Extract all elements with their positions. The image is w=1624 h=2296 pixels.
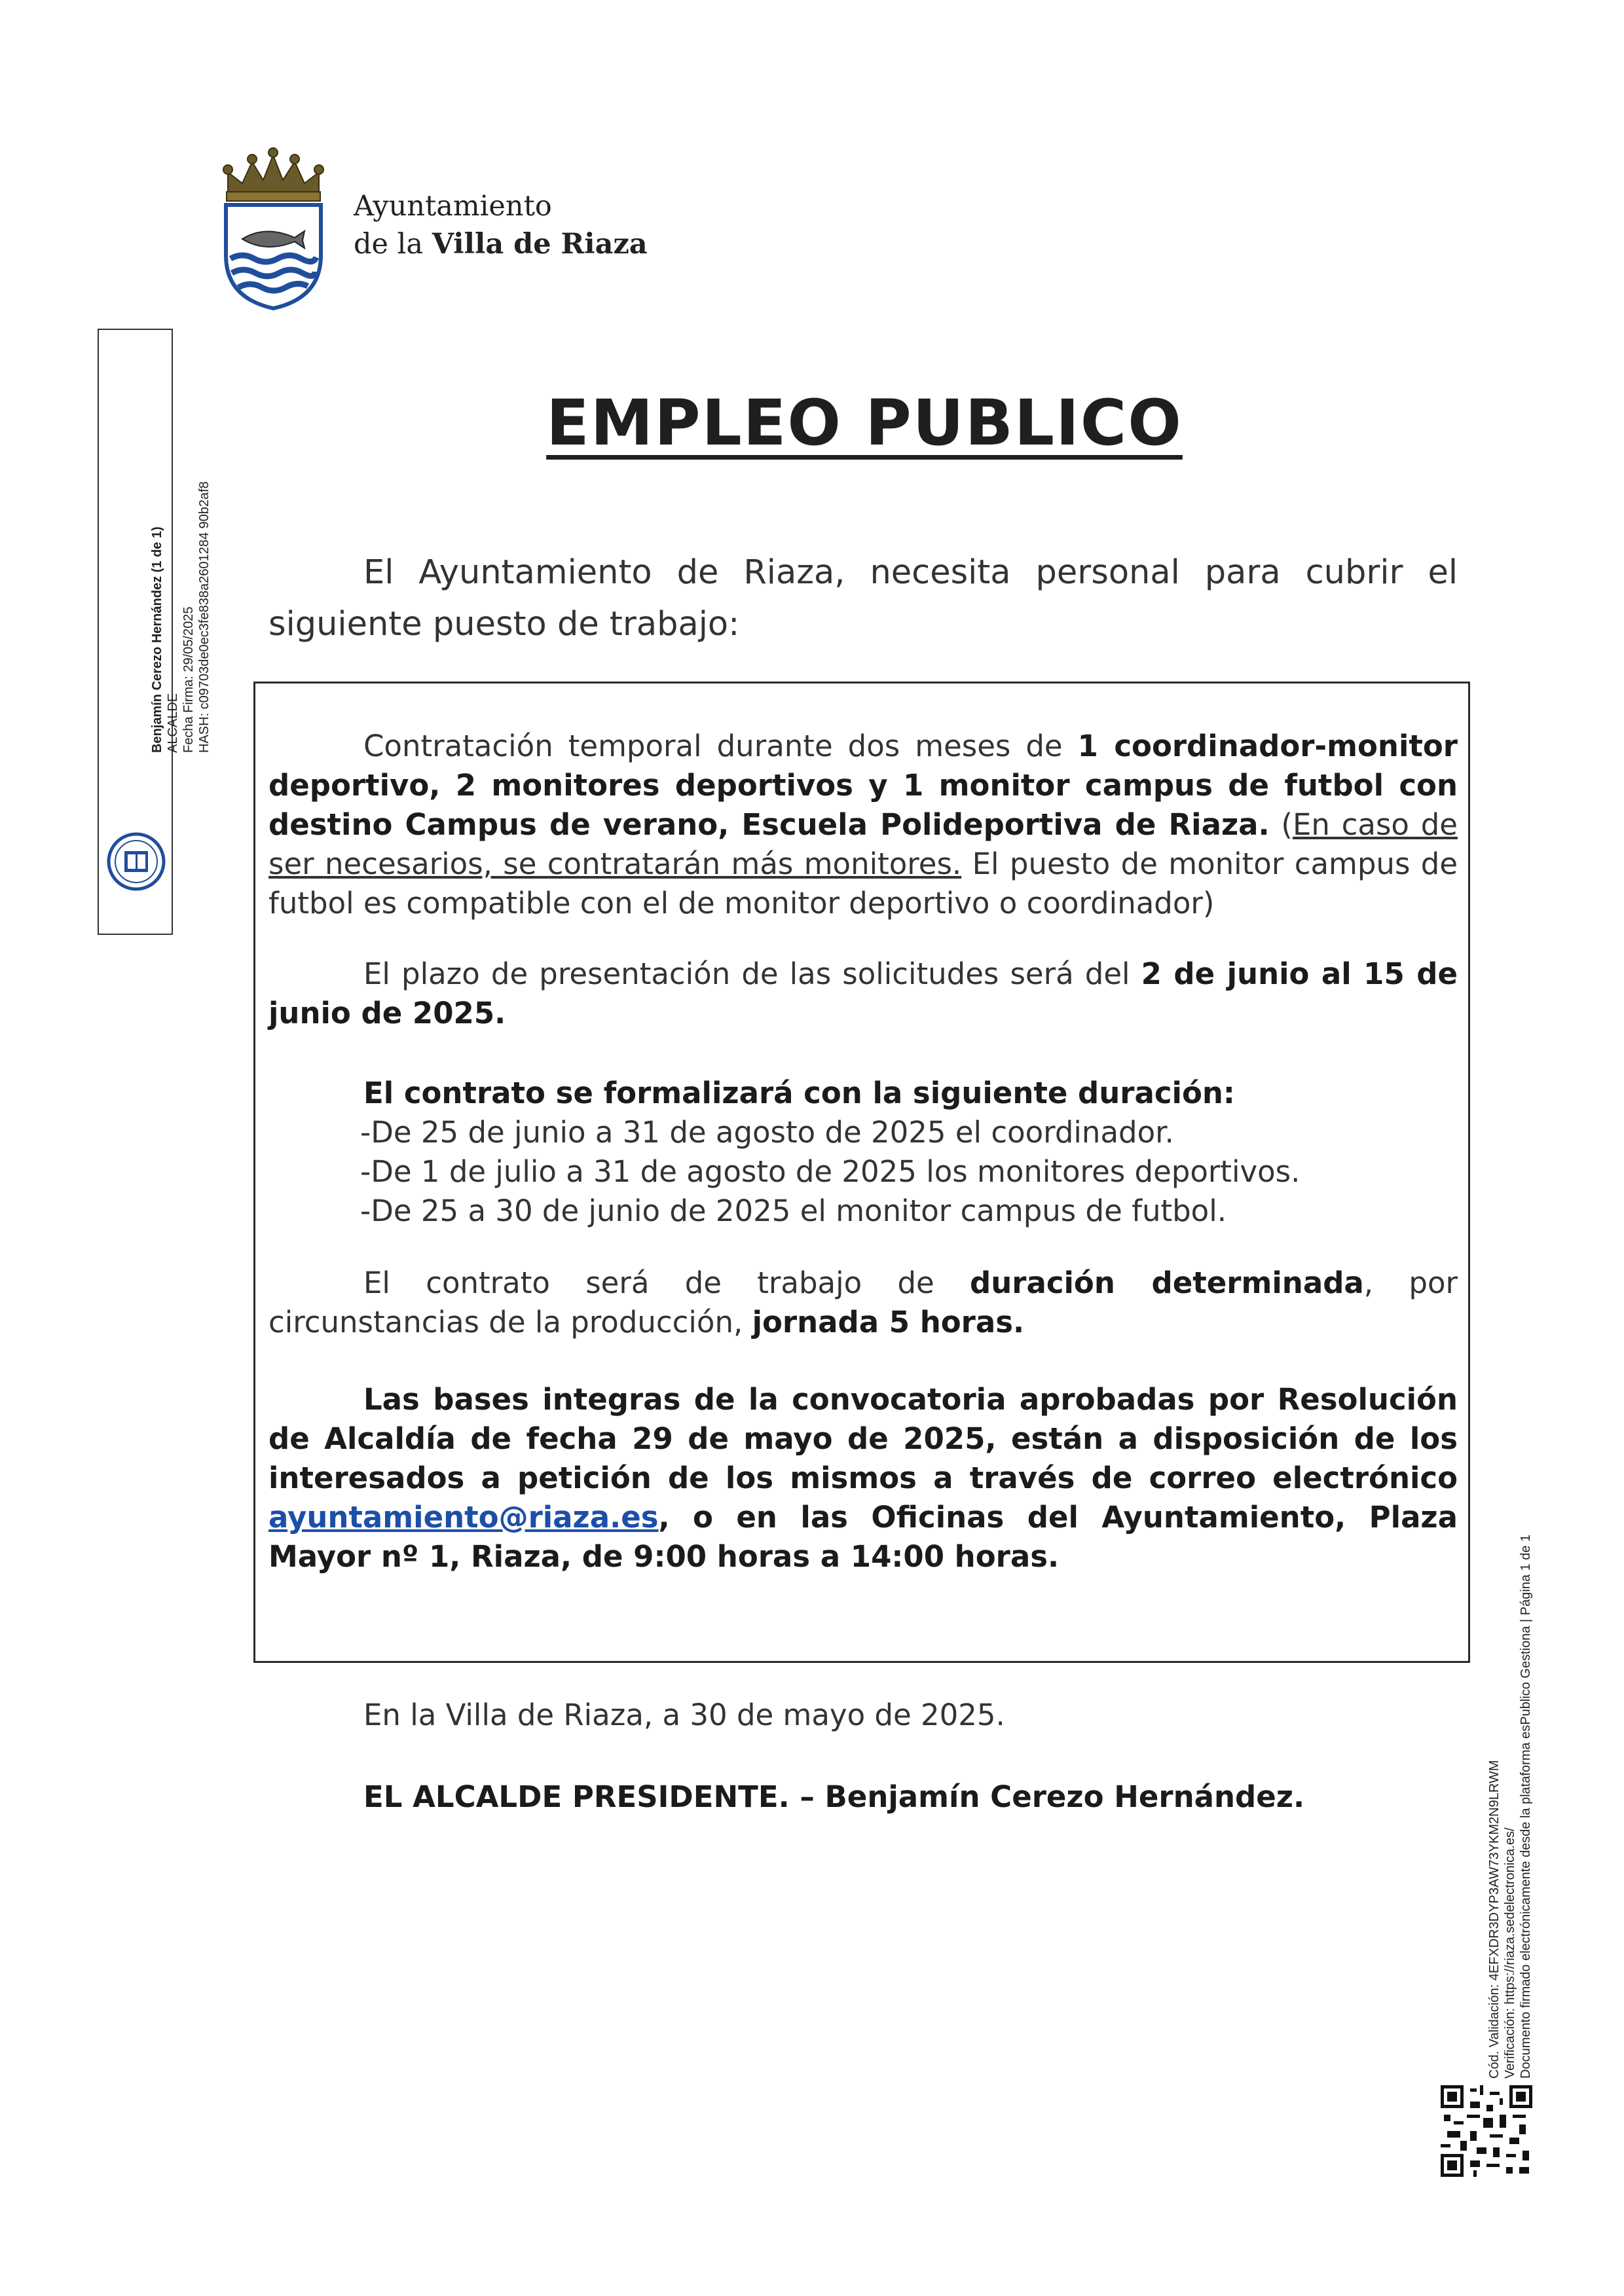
validation-text xyxy=(1486,1535,1534,2079)
coat-of-arms-icon xyxy=(216,147,331,311)
organization-name xyxy=(354,187,648,263)
qr-code-icon xyxy=(1441,2085,1532,2177)
document-signed-note: Documento firmado electrónicamente desde la plataforma esPublico Gestiona | Página 1 de 1 xyxy=(1519,1534,1533,2079)
signature-stamp-text xyxy=(149,481,212,753)
duration-item: -De 1 de julio a 31 de agosto de 2025 los monitores deportivos. xyxy=(360,1154,1301,1189)
signer-line: EL ALCALDE PRESIDENTE. – Benjamín Cerezo Hernández. xyxy=(363,1779,1305,1814)
seal-icon xyxy=(106,831,166,892)
signature-hash: HASH: c09703de0ec3fe838a2601284 90b2af8 xyxy=(197,481,212,753)
contract-type-paragraph: El contrato será de trabajo de duración determinada, por circunstancias de la producción, jornada 5 horas. xyxy=(268,1266,1458,1339)
validation-code: Cód. Validación: 4EFXDR3DYP3AW73YKM2N9LRWM xyxy=(1487,1760,1502,2079)
verification-url: Verificación: https://riaza.sedelectronica.es/ xyxy=(1503,1827,1517,2079)
page-title: EMPLEO PUBLICO xyxy=(546,386,1183,460)
intro-paragraph: El Ayuntamiento de Riaza, necesita personal para cubrir el siguiente puesto de trabajo: xyxy=(268,553,1458,644)
org-line-2: de la Villa de Riaza xyxy=(354,228,648,261)
signer-name: Benjamín Cerezo Hernández (1 de 1) xyxy=(150,526,164,753)
application-period-paragraph: El plazo de presentación de las solicitudes será del 2 de junio al 15 de junio de 2025. xyxy=(268,957,1458,1030)
org-line-1: Ayuntamiento xyxy=(354,190,552,223)
date-line: En la Villa de Riaza, a 30 de mayo de 2025. xyxy=(363,1698,1005,1732)
duration-item: -De 25 a 30 de junio de 2025 el monitor campus de futbol. xyxy=(360,1194,1227,1228)
page-number: | Página 1 de 1 xyxy=(1519,1534,1533,1622)
contract-duration-heading: El contrato se formalizará con la siguiente duración: xyxy=(363,1076,1235,1110)
signature-date: Fecha Firma: 29/05/2025 xyxy=(181,606,196,753)
signer-role: ALCALDE xyxy=(166,693,180,753)
bases-availability-paragraph: Las bases integras de la convocatoria aprobadas por Resolución de Alcaldía de fecha 29 de mayo de 2025, están a disposición de los interesados a petición de los mismos a través de correo electrónico ayuntamiento@riaza.es, o en las Oficinas del Ayuntamiento, Plaza Mayor nº 1, Riaza, de 9:00 horas a 14:00 horas. xyxy=(268,1382,1458,1574)
contract-duration-section xyxy=(268,1074,1458,1231)
duration-item: -De 25 de junio a 31 de agosto de 2025 el coordinador. xyxy=(360,1115,1174,1150)
email-link[interactable]: ayuntamiento@riaza.es xyxy=(268,1500,659,1535)
job-description-paragraph: Contratación temporal durante dos meses de 1 coordinador-monitor deportivo, 2 monitores deportivos y 1 monitor campus de futbol con destino Campus de verano, Escuela Polideportiva de Riaza. (En caso de ser necesarios, se contratarán más monitores. El puesto de monitor campus de futbol es compatible con el de monitor deportivo o coordinador) xyxy=(268,729,1458,920)
